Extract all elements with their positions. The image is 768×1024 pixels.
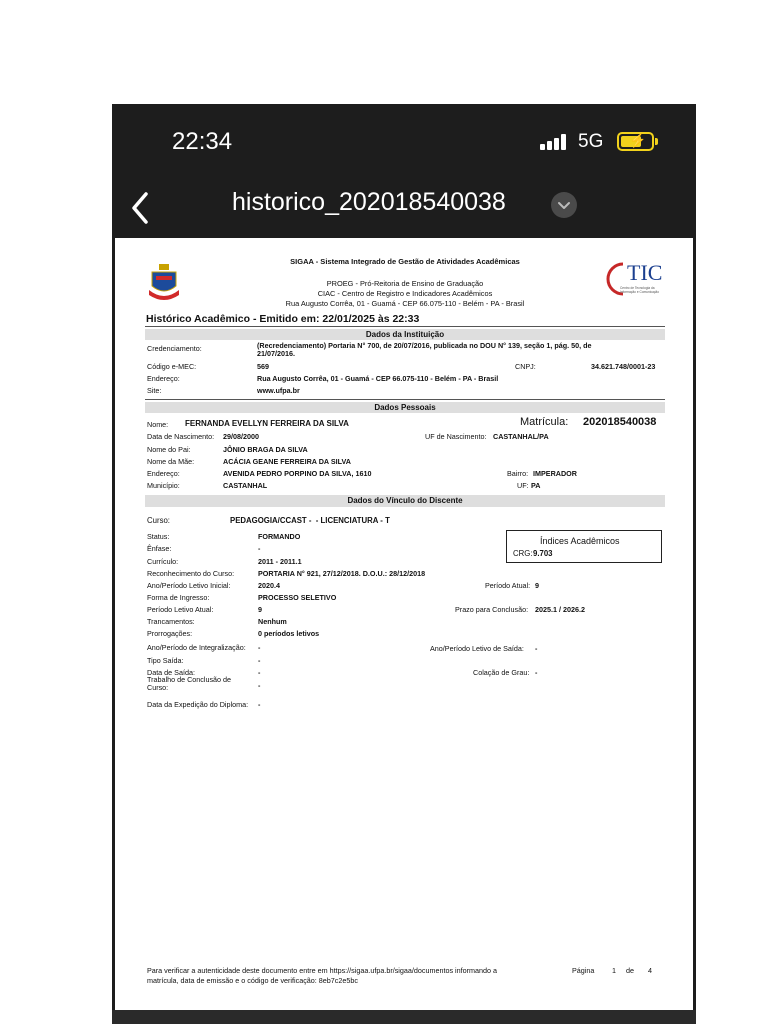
document-heading: Histórico Acadêmico - Emitido em: 22/01/2025 às 22:33 [146,313,420,325]
uf-label: UF: [517,481,529,490]
uf-nascimento-label: UF de Nascimento: [425,432,487,441]
status-bar [112,104,696,180]
prazo-value: 2025.1 / 2026.2 [535,605,585,614]
header-line-proeg: PROEG - Pró-Reitoria de Ensino de Graduação [326,279,484,288]
page-current: 1 [612,966,616,975]
nascimento-label: Data de Nascimento: [147,432,215,441]
matricula-label: Matrícula: [520,416,569,428]
page-total: 4 [648,966,652,975]
inst-endereco-label: Endereço: [147,374,180,383]
saida-value: - [535,644,538,653]
vinculo-row-value: - [258,656,261,665]
vinculo-row-label: Ênfase: [147,544,172,553]
back-button[interactable] [122,186,158,230]
nav-bar [112,180,696,238]
section-vinculo: Dados do Vínculo do Discente [145,495,665,507]
vinculo-row-label: Status: [147,532,170,541]
vinculo-row-value: - [258,700,261,709]
saida-label: Ano/Período Letivo de Saída: [430,644,524,653]
periodo-atual-label: Período Atual: [485,581,531,590]
site-value: www.ufpa.br [257,386,300,395]
curso-value: PEDAGOGIA/CCAST - - LICENCIATURA - T [230,516,390,525]
emec-label: Código e-MEC: [147,362,197,371]
indices-title: Índices Acadêmicos [540,536,620,546]
vinculo-row-label: Trabalho de Conclusão de Curso: [147,675,232,692]
bairro-label: Bairro: [507,469,529,478]
battery-nub [655,138,658,145]
vinculo-row-value: Nenhum [258,617,287,626]
emec-value: 569 [257,362,269,371]
signal-bars-icon [540,134,570,150]
page-label: Página [572,966,595,975]
nascimento-value: 29/08/2000 [223,432,259,441]
cnpj-value: 34.621.748/0001-23 [591,362,656,371]
vinculo-row-value: 0 períodos letivos [258,629,320,638]
vinculo-row-label: Ano/Período de Integralização: [147,643,246,652]
vinculo-row-value: - [258,681,261,690]
vinculo-row-label: Forma de Ingresso: [147,593,210,602]
tic-logo-text: TIC [627,260,663,285]
section-instituicao: Dados da Instituição [145,329,665,340]
prazo-label: Prazo para Conclusão: [455,605,529,614]
vinculo-row-value: - [258,643,261,652]
credenciamento-value-cont: 21/07/2016. [257,349,295,358]
status-time: 22:34 [172,128,233,155]
vinculo-row-value: - [258,668,261,677]
header-line-ciac: CIAC - Centro de Registro e Indicadores Acadêmicos [317,289,493,298]
site-label: Site: [147,386,162,395]
crg-value: 9.703 [533,549,553,558]
network-type: 5G [578,131,604,152]
pessoal-endereco-label: Endereço: [147,469,180,478]
vinculo-row-label: Período Letivo Atual: [147,605,214,614]
vinculo-row-label: Tipo Saída: [147,656,184,665]
next-page-edge [112,1010,696,1024]
ufpa-logo [147,262,181,302]
bairro-value: IMPERADOR [533,469,577,478]
credenciamento-value: (Recredenciamento) Portaria N° 700, de 20/07/2016, publicada no DOU N° 139, seção 1, pág. 50, de [257,341,592,350]
periodo-atual-value: 9 [535,581,539,590]
vinculo-row-label: Prorrogações: [147,629,193,638]
tic-logo-subtitle: Centro de Tecnologia da Informação e Comunicação [620,286,659,294]
pessoal-endereco-value: AVENIDA PEDRO PORPINO DA SILVA, 1610 [223,469,372,478]
crg-label: CRG: [513,549,533,558]
municipio-value: CASTANHAL [223,481,268,490]
page-of: de [626,966,634,975]
cnpj-label: CNPJ: [515,362,536,371]
nome-label: Nome: [147,420,169,429]
uf-nascimento-value: CASTANHAL/PA [493,432,549,441]
vinculo-row-label: Ano/Período Letivo Inicial: [147,581,231,590]
matricula-value: 202018540038 [583,416,657,428]
vinculo-row-value: 2011 - 2011.1 [258,557,302,566]
colacao-label: Colação de Grau: [473,668,530,677]
section-pessoais: Dados Pessoais [145,402,665,413]
nome-value: FERNANDA EVELLYN FERREIRA DA SILVA [185,419,349,428]
vinculo-row-label: Data da Expedição do Diploma: [147,700,249,709]
document-page[interactable] [115,238,693,1010]
municipio-label: Município: [147,481,180,490]
footer-verification-code: matrícula, data de emissão e o código de verificação: 8eb7c2e5bc [147,976,358,985]
colacao-value: - [535,668,538,677]
phone-screen [112,104,696,1024]
credenciamento-label: Credenciamento: [147,344,202,353]
vinculo-row-value: - [258,544,261,553]
vinculo-row-value: PORTARIA N° 921, 27/12/2018. D.O.U.: 28/12/2018 [258,569,426,578]
vinculo-row-value: FORMANDO [258,532,301,541]
pai-value: JÔNIO BRAGA DA SILVA [223,445,308,454]
footer-verification-line: Para verificar a autenticidade deste documento entre em https://sigaa.ufpa.br/sigaa/documentos informando a [147,966,497,975]
uf-value: PA [531,481,541,490]
vinculo-row-label: Trancamentos: [147,617,195,626]
curso-label: Curso: [147,516,170,525]
header-line-address: Rua Augusto Corrêa, 01 - Guamá - CEP 66.075-110 - Belém - PA - Brasil [285,299,525,308]
vinculo-row-label: Data de Saída: [147,668,195,677]
vinculo-row-value: 9 [258,605,262,614]
chevron-down-icon [551,192,577,218]
chevron-left-icon [122,186,158,230]
mae-label: Nome da Mãe: [147,457,195,466]
inst-endereco-value: Rua Augusto Corrêa, 01 - Guamá - CEP 66.075-110 - Belém - PA - Brasil [257,374,499,383]
title-dropdown-button[interactable] [551,192,577,218]
mae-value: ACÁCIA GEANE FERREIRA DA SILVA [223,457,351,466]
document-title[interactable]: historico_202018540038 [232,188,506,216]
battery-charging-icon: ⚡ [617,132,654,151]
vinculo-row-label: Currículo: [147,557,179,566]
indices-academicos-box [506,530,662,563]
vinculo-row-value: 2020.4 [258,581,280,590]
pai-label: Nome do Pai: [147,445,191,454]
header-line-sigaa: SIGAA - Sistema Integrado de Gestão de Atividades Acadêmicas [290,257,520,266]
vinculo-row-label: Reconhecimento do Curso: [147,569,235,578]
vinculo-row-value: PROCESSO SELETIVO [258,593,337,602]
